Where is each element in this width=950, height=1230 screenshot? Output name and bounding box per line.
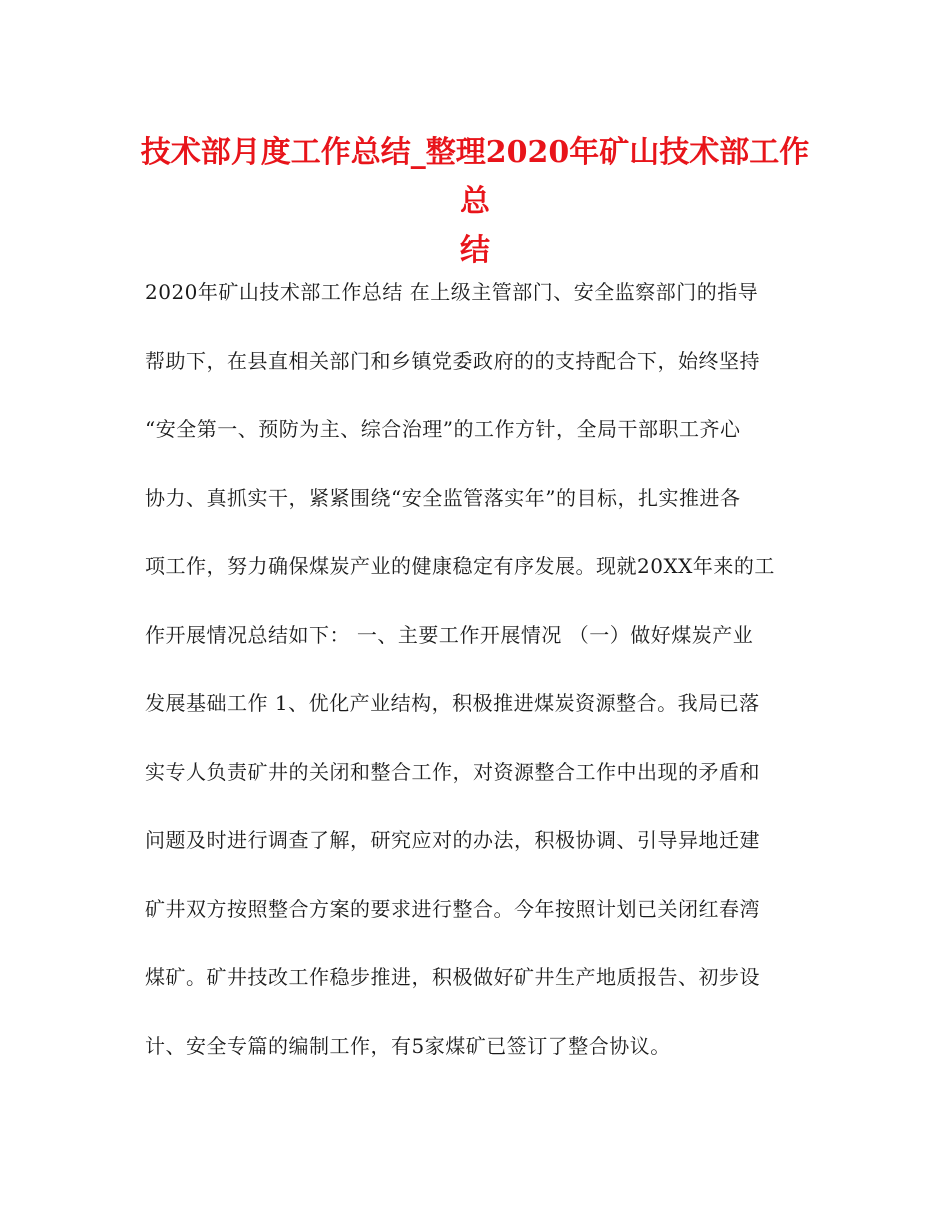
body-line: “安全第一、预防为主、综合治理”的工作方针，全局干部职工齐心 — [145, 417, 741, 441]
document-title — [130, 128, 820, 275]
body-line: 作开展情况总结如下： 一、主要工作开展情况 （一）做好煤炭产业 — [145, 622, 754, 647]
body-line: 计、安全专篇的编制工作，有5家煤矿已签订了整合协议。 — [145, 1033, 671, 1058]
body-line: 实专人负责矿井的关闭和整合工作，对资源整合工作中出现的矛盾和 — [145, 759, 760, 784]
body-line: 帮助下，在县直相关部门和乡镇党委政府的的支持配合下，始终坚持 — [145, 348, 760, 373]
body-line: 问题及时进行调查了解，研究应对的办法，积极协调、引导异地迁建 — [145, 828, 760, 852]
document-body — [145, 258, 805, 1080]
body-line: 矿井双方按照整合方案的要求进行整合。今年按照计划已关闭红春湾 — [145, 896, 760, 921]
title-line-2: 结 — [460, 233, 490, 268]
body-line: 项工作，努力确保煤炭产业的健康稳定有序发展。现就20XX年来的工 — [145, 554, 775, 578]
title-line-1: 技术部月度工作总结_整理2020年矿山技术部工作总 — [140, 135, 810, 219]
body-line: 2020年矿山技术部工作总结 在上级主管部门、安全监察部门的指导 — [145, 280, 759, 304]
body-line: 发展基础工作 1、优化产业结构，积极推进煤炭资源整合。我局已落 — [145, 691, 760, 715]
body-line: 协力、真抓实干，紧紧围绕“安全监管落实年”的目标，扎实推进各 — [145, 485, 741, 510]
body-line: 煤矿。矿井技改工作稳步推进，积极做好矿井生产地质报告、初步设 — [145, 965, 760, 989]
